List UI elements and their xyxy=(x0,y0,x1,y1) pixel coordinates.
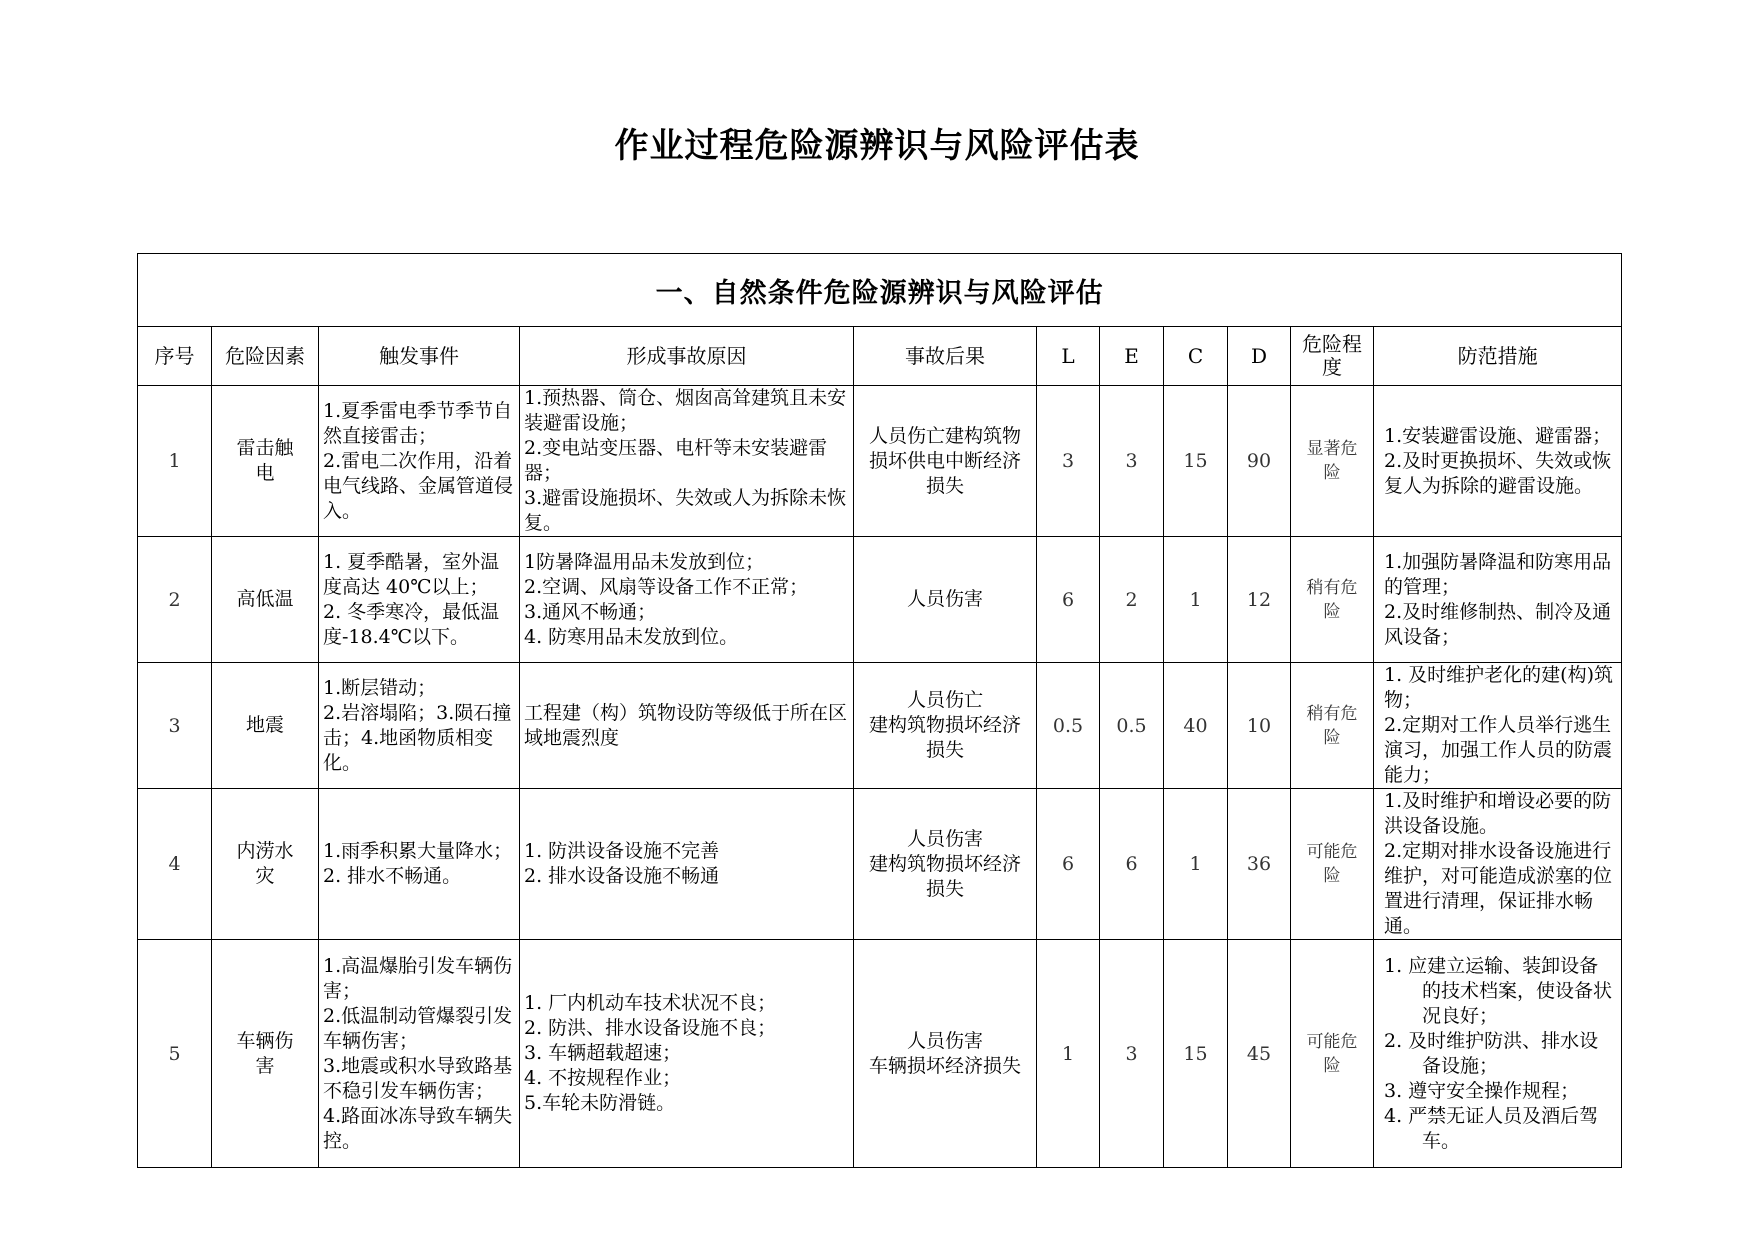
trigger-event xyxy=(319,537,520,663)
accident-cause xyxy=(520,537,854,663)
col-header-trigger: 触发事件 xyxy=(319,327,520,386)
value-l: 1 xyxy=(1037,940,1100,1168)
row-number: 5 xyxy=(138,940,212,1168)
prevention-measures-line: 2.及时维修制热、制冷及通风设备； xyxy=(1384,600,1612,648)
prevention-measures-line: 1.及时维护和增设必要的防洪设备设施。 xyxy=(1384,790,1612,837)
prevention-measures-line: 2.定期对排水设备设施进行维护，对可能造成淤塞的位置进行清理，保证排水畅通。 xyxy=(1384,840,1613,937)
accident-consequence xyxy=(854,386,1037,537)
table-row xyxy=(138,537,1622,663)
col-header-hazard: 危险因素 xyxy=(212,327,319,386)
row-number: 1 xyxy=(138,386,212,537)
value-d: 10 xyxy=(1228,663,1291,789)
table-row xyxy=(138,386,1622,537)
value-c: 15 xyxy=(1164,940,1228,1168)
accident-cause-line: 2.变电站变压器、电杆等未安装避雷器； xyxy=(524,437,828,484)
value-e: 0.5 xyxy=(1100,663,1164,789)
table-row xyxy=(138,789,1622,940)
accident-consequence xyxy=(854,663,1037,789)
col-header-measures: 防范措施 xyxy=(1374,327,1622,386)
col-header-e: E xyxy=(1100,327,1164,386)
accident-cause-line: 2. 排水设备设施不畅通 xyxy=(524,865,720,887)
trigger-event-line: 1. 夏季酷暑，室外温度高达 40℃以上； xyxy=(323,550,500,598)
trigger-event-line: 3.地震或积水导致路基不稳引发车辆伤害； xyxy=(323,1054,513,1102)
accident-consequence-line: 建构筑物损坏经济损失 xyxy=(868,714,1021,761)
hazard-factor: 地震 xyxy=(212,663,319,789)
accident-consequence-line: 建构筑物损坏经济损失 xyxy=(868,852,1021,900)
col-header-level: 危险程度 xyxy=(1291,327,1374,386)
risk-level: 稍有危险 xyxy=(1291,537,1374,663)
hazard-factor: 车辆伤害 xyxy=(212,940,319,1168)
prevention-measures-line: 1.加强防暑降温和防寒用品的管理； xyxy=(1384,550,1612,598)
accident-cause xyxy=(520,386,854,537)
prevention-measures xyxy=(1374,663,1622,789)
table-row xyxy=(138,940,1622,1168)
risk-level: 可能危险 xyxy=(1291,940,1374,1168)
accident-cause-line: 2. 防洪、排水设备设施不良； xyxy=(524,1017,777,1039)
accident-cause-line: 3.通风不畅通； xyxy=(524,600,657,623)
accident-consequence-line: 人员伤亡建构筑物损坏供电中断经济损失 xyxy=(868,424,1021,497)
value-e: 6 xyxy=(1100,789,1164,940)
value-d: 36 xyxy=(1228,789,1291,940)
prevention-measures-line: 2.定期对工作人员举行逃生演习，加强工作人员的防震能力； xyxy=(1384,714,1613,786)
prevention-measures xyxy=(1374,386,1622,537)
row-number: 2 xyxy=(138,537,212,663)
trigger-event-line: 2.岩溶塌陷；3.陨石撞击；4.地函物质相变化。 xyxy=(323,701,512,774)
prevention-measures-line: 4. 严禁无证人员及酒后驾车。 xyxy=(1384,1104,1599,1152)
document-title: 作业过程危险源辨识与风险评估表 xyxy=(614,126,1140,166)
trigger-event-line: 4.路面冰冻导致车辆失控。 xyxy=(323,1104,513,1152)
hazard-factor: 高低温 xyxy=(212,537,319,663)
risk-assessment-table xyxy=(137,253,1622,1168)
accident-cause-line: 工程建（构）筑物设防等级低于所在区域地震烈度 xyxy=(524,701,848,749)
row-number: 3 xyxy=(138,663,212,789)
trigger-event xyxy=(319,386,520,537)
prevention-measures-line: 3. 遵守安全操作规程； xyxy=(1384,1079,1580,1102)
value-l: 6 xyxy=(1037,537,1100,663)
trigger-event-line: 1.高温爆胎引发车辆伤害； xyxy=(323,954,513,1002)
accident-cause-line: 1. 防洪设备设施不完善 xyxy=(524,840,720,862)
value-l: 3 xyxy=(1037,386,1100,537)
prevention-measures xyxy=(1374,789,1622,940)
trigger-event xyxy=(319,789,520,940)
accident-cause xyxy=(520,789,854,940)
accident-cause-line: 4. 不按规程作业； xyxy=(524,1067,682,1089)
value-e: 3 xyxy=(1100,386,1164,537)
accident-cause-line: 1. 厂内机动车技术状况不良； xyxy=(524,992,777,1014)
value-d: 12 xyxy=(1228,537,1291,663)
accident-cause-line: 5.车轮未防滑链。 xyxy=(524,1092,676,1114)
header-row xyxy=(138,327,1622,386)
trigger-event-line: 1.夏季雷电季节季节自然直接雷击； xyxy=(323,399,513,447)
accident-cause-line: 4. 防寒用品未发放到位。 xyxy=(524,625,739,648)
table-row xyxy=(138,663,1622,789)
accident-cause-line: 1.预热器、筒仓、烟囱高耸建筑且未安装避雷设施； xyxy=(524,387,847,434)
trigger-event-line: 2.低温制动管爆裂引发车辆伤害； xyxy=(323,1004,513,1052)
trigger-event xyxy=(319,940,520,1168)
value-c: 15 xyxy=(1164,386,1228,537)
accident-consequence xyxy=(854,940,1037,1168)
trigger-event-line: 1.断层错动； xyxy=(323,676,437,699)
col-header-cause: 形成事故原因 xyxy=(520,327,854,386)
prevention-measures-line: 2.及时更换损坏、失效或恢复人为拆除的避雷设施。 xyxy=(1384,449,1612,497)
value-c: 40 xyxy=(1164,663,1228,789)
risk-level: 稍有危险 xyxy=(1291,663,1374,789)
col-header-l: L xyxy=(1037,327,1100,386)
prevention-measures-line: 1.安装避雷设施、避雷器； xyxy=(1384,424,1612,447)
accident-consequence-line: 人员伤害 xyxy=(906,827,983,850)
col-header-d: D xyxy=(1228,327,1291,386)
value-e: 3 xyxy=(1100,940,1164,1168)
trigger-event-line: 1.雨季积累大量降水； xyxy=(323,840,513,862)
accident-cause-line: 2.空调、风扇等设备工作不正常； xyxy=(524,575,809,598)
row-number: 4 xyxy=(138,789,212,940)
trigger-event-line: 2.雷电二次作用，沿着电气线路、金属管道侵入。 xyxy=(323,449,514,522)
accident-cause-line: 3.避雷设施损坏、失效或人为拆除未恢复。 xyxy=(524,487,847,534)
col-header-no: 序号 xyxy=(138,327,212,386)
accident-consequence-line: 人员伤害 xyxy=(906,588,983,610)
value-c: 1 xyxy=(1164,537,1228,663)
prevention-measures xyxy=(1374,537,1622,663)
trigger-event xyxy=(319,663,520,789)
col-header-c: C xyxy=(1164,327,1228,386)
hazard-factor: 雷击触电 xyxy=(212,386,319,537)
col-header-consequence: 事故后果 xyxy=(854,327,1037,386)
prevention-measures-line: 1. 应建立运输、装卸设备的技术档案，使设备状况良好； xyxy=(1384,954,1613,1027)
risk-level: 可能危险 xyxy=(1291,789,1374,940)
prevention-measures-line: 1. 及时维护老化的建(构)筑物； xyxy=(1384,664,1613,711)
accident-consequence xyxy=(854,537,1037,663)
accident-cause xyxy=(520,940,854,1168)
accident-consequence xyxy=(854,789,1037,940)
value-d: 90 xyxy=(1228,386,1291,537)
accident-consequence-line: 人员伤亡 xyxy=(906,689,983,711)
accident-consequence-line: 人员伤害 xyxy=(906,1029,983,1052)
accident-cause xyxy=(520,663,854,789)
hazard-factor: 内涝水灾 xyxy=(212,789,319,940)
risk-level: 显著危险 xyxy=(1291,386,1374,537)
accident-cause-line: 3. 车辆超载超速； xyxy=(524,1042,682,1064)
value-l: 6 xyxy=(1037,789,1100,940)
value-c: 1 xyxy=(1164,789,1228,940)
value-d: 45 xyxy=(1228,940,1291,1168)
accident-cause-line: 1防暑降温用品未发放到位； xyxy=(524,550,765,573)
accident-consequence-line: 车辆损坏经济损失 xyxy=(868,1054,1021,1077)
trigger-event-line: 2. 排水不畅通。 xyxy=(323,865,462,887)
section-title: 一、自然条件危险源辨识与风险评估 xyxy=(138,254,1622,327)
value-l: 0.5 xyxy=(1037,663,1100,789)
prevention-measures xyxy=(1374,940,1622,1168)
prevention-measures-line: 2. 及时维护防洪、排水设备设施； xyxy=(1384,1029,1599,1077)
trigger-event-line: 2. 冬季寒冷，最低温度-18.4℃以下。 xyxy=(323,600,500,648)
value-e: 2 xyxy=(1100,537,1164,663)
